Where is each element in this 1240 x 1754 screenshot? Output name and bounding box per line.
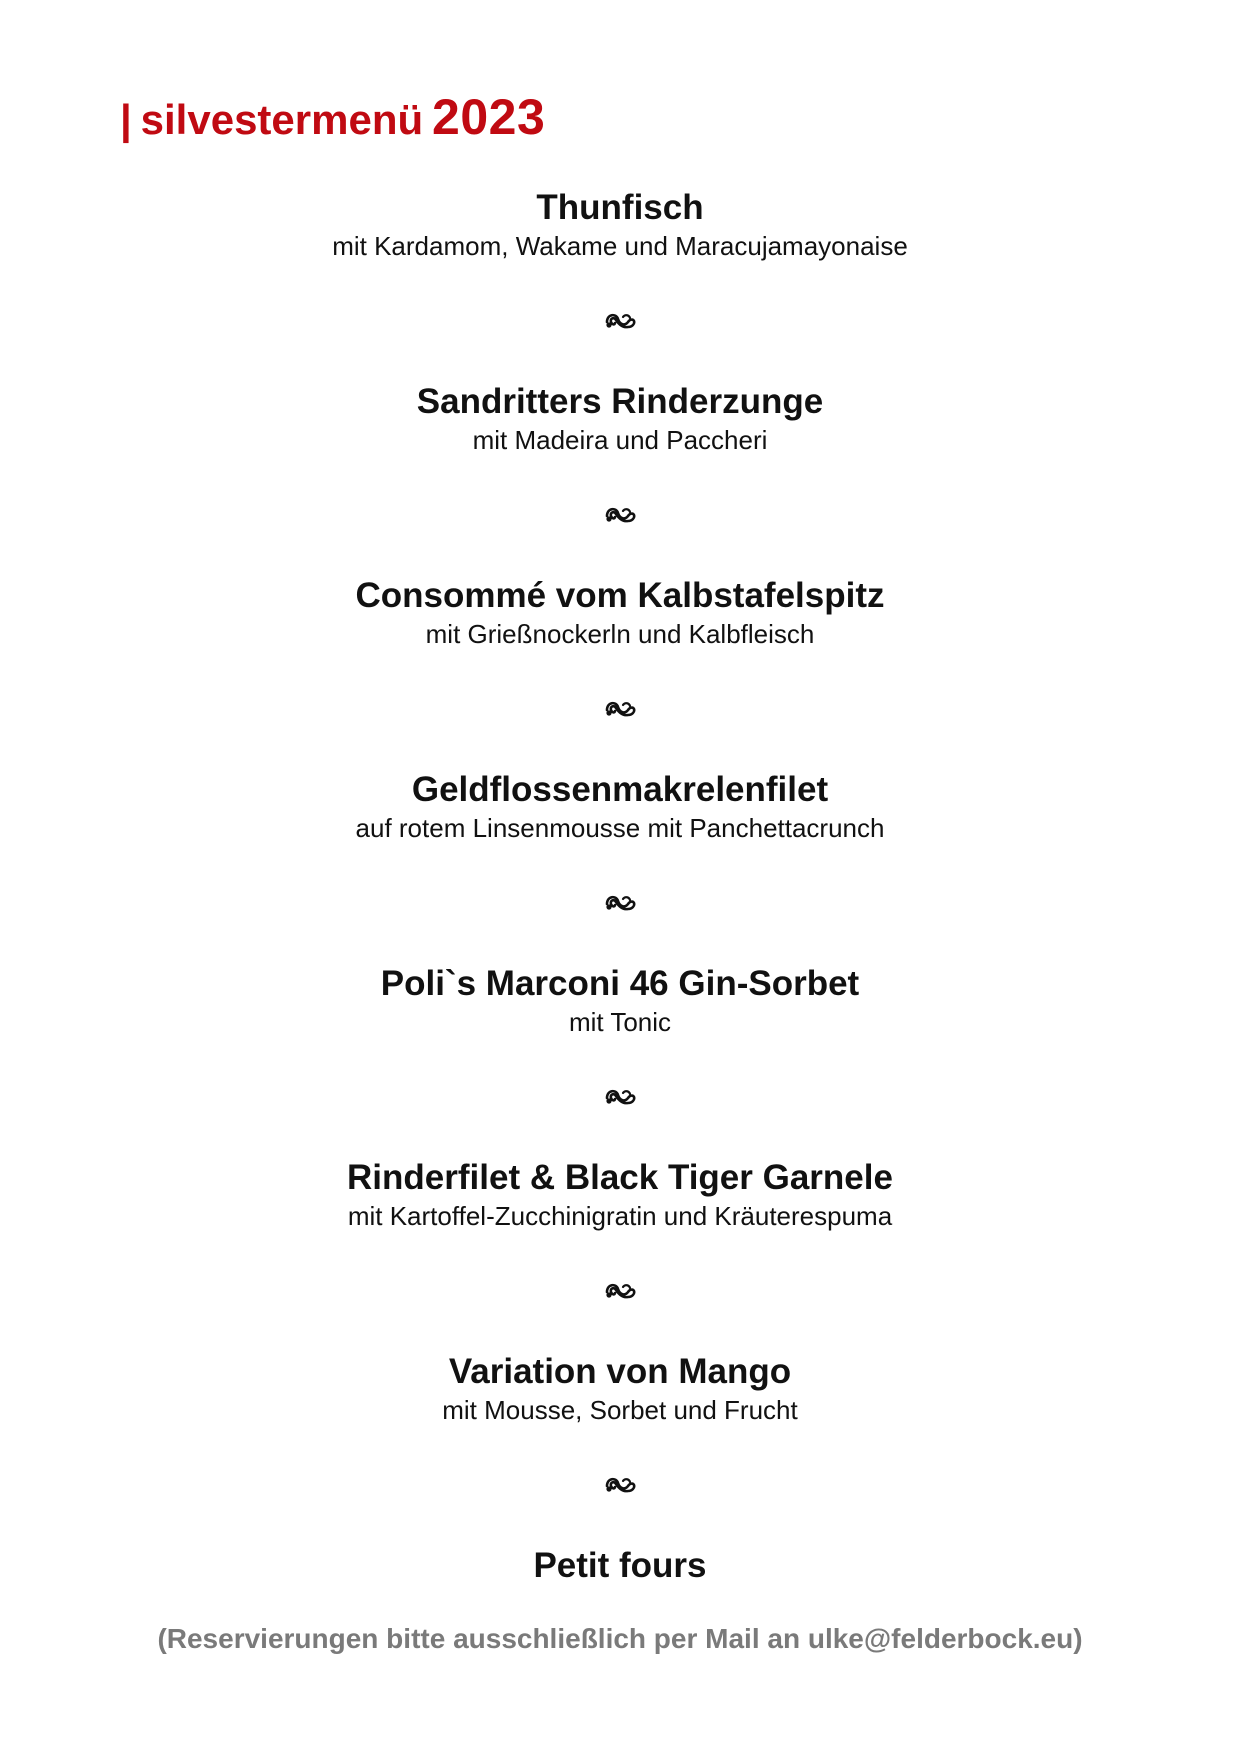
title-bar: | bbox=[120, 96, 132, 143]
course-item bbox=[0, 768, 1240, 844]
course-description: mit Tonic bbox=[568, 1007, 672, 1037]
course-divider bbox=[0, 1232, 1240, 1350]
fleuron-ornament-icon bbox=[603, 310, 637, 332]
course-name: Geldflossenmakrelenfilet bbox=[411, 770, 829, 809]
course-item bbox=[0, 1350, 1240, 1426]
fleuron-ornament-icon bbox=[603, 1474, 637, 1496]
course-divider bbox=[0, 456, 1240, 574]
fleuron-ornament-icon bbox=[603, 1280, 637, 1302]
course-divider bbox=[0, 1038, 1240, 1156]
course-name: Sandritters Rinderzunge bbox=[416, 382, 824, 421]
course-name: Variation von Mango bbox=[448, 1352, 792, 1391]
reservation-note: (Reservierungen bitte ausschließlich per Mail an ulke@felderbock.eu) bbox=[157, 1623, 1083, 1654]
course-divider bbox=[0, 844, 1240, 962]
course-divider bbox=[0, 262, 1240, 380]
fleuron-ornament-icon bbox=[603, 698, 637, 720]
course-description: mit Kardamom, Wakame und Maracujamayonaise bbox=[332, 231, 908, 261]
fleuron-ornament-icon bbox=[603, 1086, 637, 1108]
course-description: mit Mousse, Sorbet und Frucht bbox=[442, 1395, 798, 1425]
fleuron-ornament-icon bbox=[603, 504, 637, 526]
course-item bbox=[0, 186, 1240, 262]
fleuron-ornament-icon bbox=[603, 892, 637, 914]
course-name: Rinderfilet & Black Tiger Garnele bbox=[347, 1158, 893, 1197]
course-item bbox=[0, 1544, 1240, 1588]
course-item bbox=[0, 574, 1240, 650]
course-description: auf rotem Linsenmousse mit Panchettacrunch bbox=[355, 813, 885, 843]
page-title bbox=[120, 89, 546, 145]
course-name: Thunfisch bbox=[536, 188, 704, 227]
course-item bbox=[0, 1156, 1240, 1232]
course-item bbox=[0, 962, 1240, 1038]
title-year: 2023 bbox=[432, 89, 546, 145]
course-description: mit Kartoffel-Zucchinigratin und Kräuterespuma bbox=[347, 1201, 893, 1231]
course-name: Consommé vom Kalbstafelspitz bbox=[355, 576, 885, 615]
course-description: mit Madeira und Paccheri bbox=[472, 425, 768, 455]
menu-list bbox=[0, 186, 1240, 1588]
course-divider bbox=[0, 650, 1240, 768]
title-word: silvestermenü bbox=[140, 96, 424, 143]
course-divider bbox=[0, 1426, 1240, 1544]
course-name: Petit fours bbox=[533, 1546, 707, 1585]
course-description: mit Grießnockerln und Kalbfleisch bbox=[425, 619, 815, 649]
course-item bbox=[0, 380, 1240, 456]
course-name: Poli`s Marconi 46 Gin-Sorbet bbox=[380, 964, 860, 1003]
